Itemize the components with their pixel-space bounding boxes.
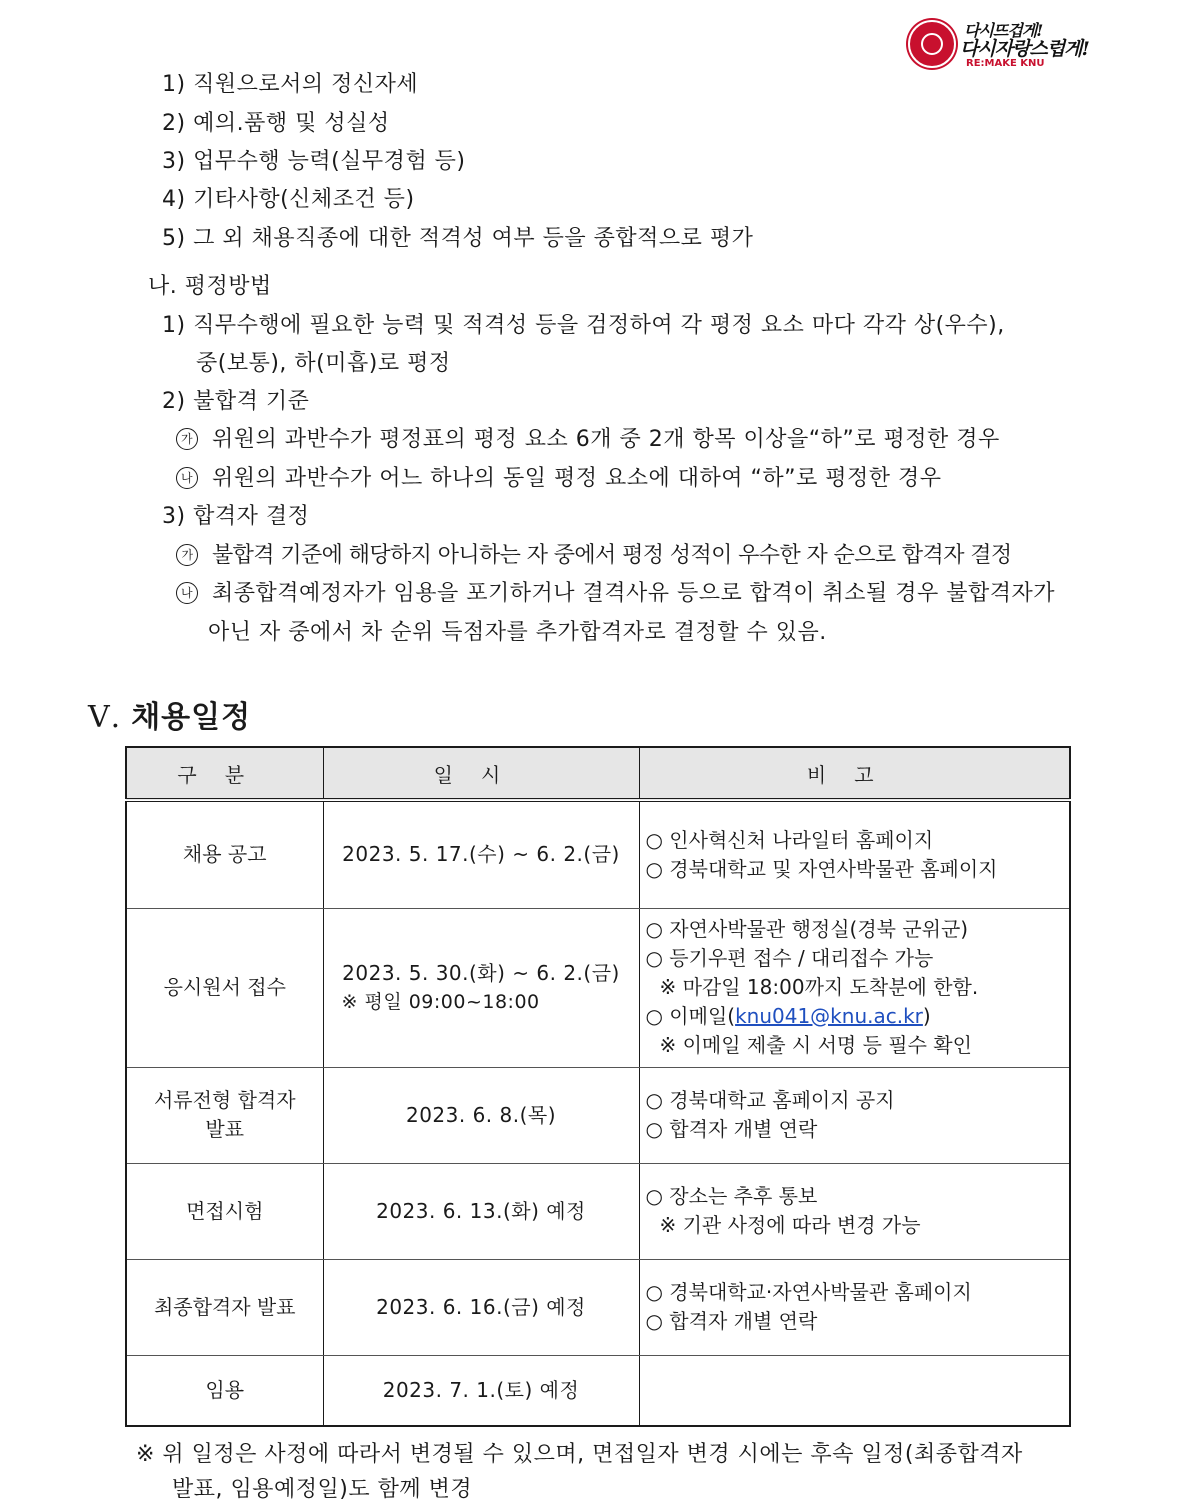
fail-criterion-b: 나 위원의 과반수가 어느 하나의 동일 평정 요소에 대하여 “하”로 평정한 경우 [176, 464, 942, 494]
header-remarks: 비고 [639, 747, 1070, 800]
circled-ga-icon: 가 [176, 544, 198, 566]
table-row [126, 800, 1070, 908]
row-date: 2023. 6. 16.(금) 예정 [323, 1259, 639, 1355]
method-item-2: 2) 불합격 기준 [162, 389, 310, 414]
criteria-item: 4) 기타사항(신체조건 등) [162, 187, 415, 212]
pass-decision-b-cont: 아닌 자 중에서 차 순위 득점자를 추가합격자로 결정할 수 있음. [208, 620, 827, 645]
logo-slogan-line2: 다시자랑스럽게! [960, 38, 1089, 60]
circled-na-icon: 나 [176, 582, 198, 604]
row-notes: ○ 장소는 추후 통보 ※ 기관 사정에 따라 변경 가능 [639, 1163, 1070, 1259]
pass-decision-b: 나 최종합격예정자가 임용을 포기하거나 결격사유 등으로 합격이 취소될 경우 불합격자가 [176, 579, 1055, 609]
criteria-item: 3) 업무수행 능력(실무경험 등) [162, 149, 466, 174]
table-row [126, 908, 1070, 1067]
method-item-3: 3) 합격자 결정 [162, 504, 310, 529]
footnote-line1: ※ 위 일정은 사정에 따라서 변경될 수 있으며, 면접일자 변경 시에는 후속 일정(최종합격자 [136, 1442, 1023, 1467]
row-date: 2023. 5. 17.(수) ~ 6. 2.(금) [323, 800, 639, 908]
row-label: 응시원서 접수 [126, 908, 323, 1067]
row-notes: ○ 인사혁신처 나라일터 홈페이지 ○ 경북대학교 및 자연사박물관 홈페이지 [639, 800, 1070, 908]
row-label: 면접시험 [126, 1163, 323, 1259]
method-item-1-cont: 중(보통), 하(미흡)로 평정 [196, 351, 451, 376]
row-notes: ○ 경북대학교·자연사박물관 홈페이지 ○ 합격자 개별 연락 [639, 1259, 1070, 1355]
circled-na-icon: 나 [176, 467, 198, 489]
row-notes: ○ 경북대학교 홈페이지 공지 ○ 합격자 개별 연락 [639, 1067, 1070, 1163]
row-notes [639, 1355, 1070, 1426]
row-label: 채용 공고 [126, 800, 323, 908]
table-header-row [126, 747, 1070, 800]
row-label: 최종합격자 발표 [126, 1259, 323, 1355]
circled-ga-icon: 가 [176, 428, 198, 450]
section-title: Ⅴ. 채용일정 [88, 700, 252, 735]
row-label: 서류전형 합격자 발표 [126, 1067, 323, 1163]
logo-brand-text: RE:MAKE KNU [966, 58, 1045, 69]
table-row [126, 1163, 1070, 1259]
row-date: 2023. 6. 8.(목) [323, 1067, 639, 1163]
row-notes: ○ 자연사박물관 행정실(경북 군위군) ○ 등기우편 접수 / 대리접수 가능 ※ 마감일 18:00까지 도착분에 한함. ○ 이메일(knu041@knu.ac.kr) ※ 이메일 제출 시 서명 등 필수 확인 [639, 908, 1070, 1067]
method-item-1: 1) 직무수행에 필요한 능력 및 적격성 등을 검정하여 각 평정 요소 마다 각각 상(우수), [162, 313, 1005, 338]
row-label: 임용 [126, 1355, 323, 1426]
logo-slogan-line1: 다시뜨겁게! [964, 21, 1043, 40]
email-link[interactable]: knu041@knu.ac.kr [735, 1004, 923, 1028]
criteria-item: 1) 직원으로서의 정신자세 [162, 72, 419, 97]
header-category: 구분 [126, 747, 323, 800]
pass-decision-a: 가 불합격 기준에 해당하지 아니하는 자 중에서 평정 성적이 우수한 자 순으로 합격자 결정 [176, 541, 1012, 571]
table-row [126, 1259, 1070, 1355]
header-date: 일시 [323, 747, 639, 800]
row-date: 2023. 7. 1.(토) 예정 [323, 1355, 639, 1426]
criteria-item: 5) 그 외 채용직종에 대한 적격성 여부 등을 종합적으로 평가 [162, 226, 754, 251]
method-heading: 나. 평정방법 [148, 274, 272, 299]
table-row [126, 1067, 1070, 1163]
row-date: 2023. 6. 13.(화) 예정 [323, 1163, 639, 1259]
university-logo [904, 16, 1089, 72]
schedule-table [125, 746, 1071, 1427]
university-seal-icon [908, 20, 956, 68]
fail-criterion-a: 가 위원의 과반수가 평정표의 평정 요소 6개 중 2개 항목 이상을“하”로 평정한 경우 [176, 425, 1000, 455]
footnote-line2: 발표, 임용예정일)도 함께 변경 [172, 1477, 473, 1502]
row-date: 2023. 5. 30.(화) ~ 6. 2.(금) ※ 평일 09:00~18:00 [323, 908, 639, 1067]
table-row [126, 1355, 1070, 1426]
criteria-item: 2) 예의.품행 및 성실성 [162, 111, 390, 136]
